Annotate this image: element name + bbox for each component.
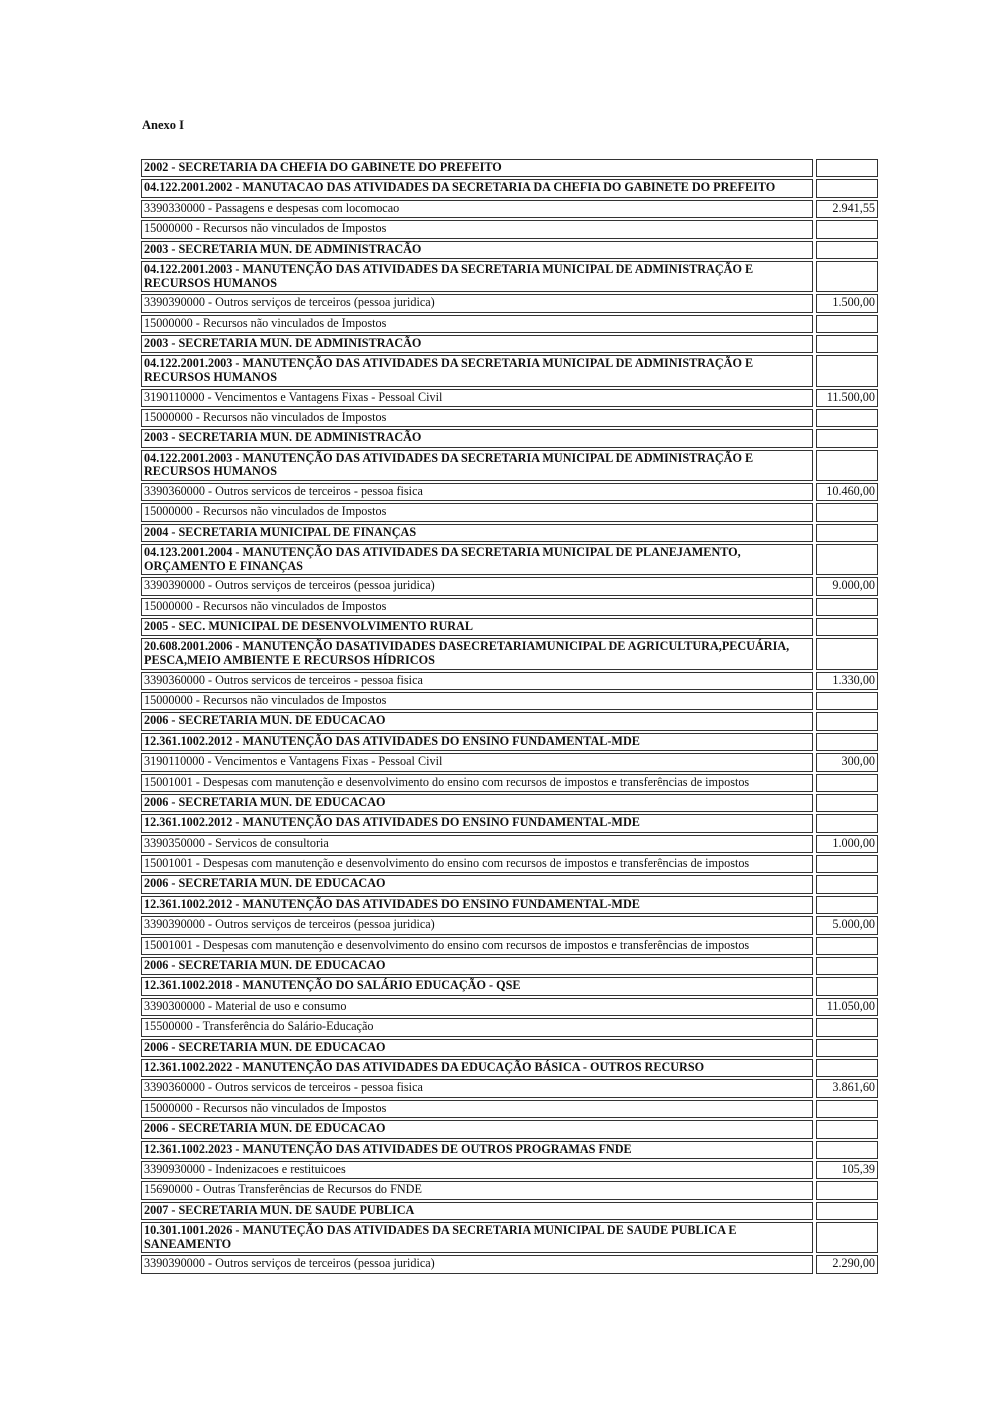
row-value — [816, 733, 878, 751]
table-row — [141, 389, 878, 407]
table-row — [141, 315, 878, 333]
row-description: 2007 - SECRETARIA MUN. DE SAUDE PUBLICA — [141, 1202, 813, 1220]
table-row — [141, 1079, 878, 1097]
table-row — [141, 409, 878, 427]
row-description: 15000000 - Recursos não vinculados de Impostos — [141, 315, 813, 333]
table-row — [141, 220, 878, 238]
row-value: 3.861,60 — [816, 1079, 878, 1097]
table-row — [141, 1059, 878, 1077]
row-value: 1.330,00 — [816, 672, 878, 690]
row-description: 3390390000 - Outros serviços de terceiros (pessoa juridica) — [141, 577, 813, 595]
row-description: 3390390000 - Outros serviços de terceiros (pessoa juridica) — [141, 1255, 813, 1273]
row-description: 04.122.2001.2002 - MANUTACAO DAS ATIVIDADES DA SECRETARIA DA CHEFIA DO GABINETE DO PREFEITO — [141, 179, 813, 197]
row-description: 2003 - SECRETARIA MUN. DE ADMINISTRACÃO — [141, 429, 813, 447]
table-row — [141, 544, 878, 575]
row-value — [816, 524, 878, 542]
row-description: 2003 - SECRETARIA MUN. DE ADMINISTRACÃO — [141, 241, 813, 259]
row-value: 9.000,00 — [816, 577, 878, 595]
row-description: 3390390000 - Outros serviços de terceiros (pessoa juridica) — [141, 916, 813, 934]
row-description: 12.361.1002.2012 - MANUTENÇÃO DAS ATIVIDADES DO ENSINO FUNDAMENTAL-MDE — [141, 896, 813, 914]
row-description: 15000000 - Recursos não vinculados de Impostos — [141, 220, 813, 238]
row-value: 2.290,00 — [816, 1255, 878, 1273]
table-row — [141, 524, 878, 542]
table-row — [141, 977, 878, 995]
row-value — [816, 794, 878, 812]
row-description: 04.122.2001.2003 - MANUTENÇÃO DAS ATIVIDADES DA SECRETARIA MUNICIPAL DE ADMINISTRAÇÃO E RECURSOS HUMANOS — [141, 450, 813, 481]
table-row — [141, 774, 878, 792]
row-value — [816, 692, 878, 710]
row-description: 04.123.2001.2004 - MANUTENÇÃO DAS ATIVIDADES DA SECRETARIA MUNICIPAL DE PLANEJAMENTO, ORÇAMENTO E FINANÇAS — [141, 544, 813, 575]
row-description: 3390360000 - Outros servicos de terceiros - pessoa fisica — [141, 483, 813, 501]
row-description: 2002 - SECRETARIA DA CHEFIA DO GABINETE DO PREFEITO — [141, 159, 813, 177]
row-value — [816, 355, 878, 386]
table-row — [141, 1100, 878, 1118]
row-description: 15690000 - Outras Transferências de Recursos do FNDE — [141, 1181, 813, 1199]
table-row — [141, 1181, 878, 1199]
row-description: 3390360000 - Outros servicos de terceiros - pessoa fisica — [141, 672, 813, 690]
row-value — [816, 429, 878, 447]
row-description: 2006 - SECRETARIA MUN. DE EDUCACAO — [141, 1039, 813, 1057]
row-description: 15000000 - Recursos não vinculados de Impostos — [141, 598, 813, 616]
table-row — [141, 1039, 878, 1057]
table-row — [141, 794, 878, 812]
row-value — [816, 855, 878, 873]
row-value: 11.500,00 — [816, 389, 878, 407]
budget-table — [141, 159, 878, 1276]
row-description: 3390300000 - Material de uso e consumo — [141, 998, 813, 1016]
row-description: 3390360000 - Outros servicos de terceiros - pessoa fisica — [141, 1079, 813, 1097]
table-row — [141, 875, 878, 893]
row-description: 3390930000 - Indenizacoes e restituicoes — [141, 1161, 813, 1179]
row-value — [816, 159, 878, 177]
table-row — [141, 998, 878, 1016]
table-row — [141, 1255, 878, 1273]
table-row — [141, 577, 878, 595]
row-value — [816, 241, 878, 259]
table-row — [141, 179, 878, 197]
table-row — [141, 294, 878, 312]
row-value — [816, 977, 878, 995]
row-value — [816, 335, 878, 353]
row-value — [816, 957, 878, 975]
row-description: 2003 - SECRETARIA MUN. DE ADMINISTRACÃO — [141, 335, 813, 353]
row-description: 15001001 - Despesas com manutenção e desenvolvimento do ensino com recursos de impostos e transferências de impostos — [141, 774, 813, 792]
row-description: 2006 - SECRETARIA MUN. DE EDUCACAO — [141, 794, 813, 812]
row-description: 2006 - SECRETARIA MUN. DE EDUCACAO — [141, 957, 813, 975]
table-row — [141, 916, 878, 934]
row-description: 2004 - SECRETARIA MUNICIPAL DE FINANÇAS — [141, 524, 813, 542]
row-value — [816, 1141, 878, 1159]
table-row — [141, 429, 878, 447]
row-value — [816, 1059, 878, 1077]
row-value — [816, 1181, 878, 1199]
row-description: 3390330000 - Passagens e despesas com locomocao — [141, 200, 813, 218]
row-value — [816, 598, 878, 616]
table-row — [141, 692, 878, 710]
row-description: 04.122.2001.2003 - MANUTENÇÃO DAS ATIVIDADES DA SECRETARIA MUNICIPAL DE ADMINISTRAÇÃO E RECURSOS HUMANOS — [141, 355, 813, 386]
row-value — [816, 1018, 878, 1036]
table-row — [141, 1202, 878, 1220]
table-row — [141, 335, 878, 353]
row-description: 3390390000 - Outros serviços de terceiros (pessoa juridica) — [141, 294, 813, 312]
row-description: 3390350000 - Servicos de consultoria — [141, 835, 813, 853]
row-description: 2005 - SEC. MUNICIPAL DE DESENVOLVIMENTO RURAL — [141, 618, 813, 636]
table-row — [141, 355, 878, 386]
row-value — [816, 409, 878, 427]
table-row — [141, 1161, 878, 1179]
row-description: 15000000 - Recursos não vinculados de Impostos — [141, 692, 813, 710]
row-description: 20.608.2001.2006 - MANUTENÇÃO DASATIVIDADES DASECRETARIAMUNICIPAL DE AGRICULTURA,PECUÁRIA, PESCA,MEIO AMBIENTE E RECURSOS HÍDRICOS — [141, 638, 813, 669]
row-description: 15000000 - Recursos não vinculados de Impostos — [141, 1100, 813, 1118]
row-description: 12.361.1002.2018 - MANUTENÇÃO DO SALÁRIO EDUCAÇÃO - QSE — [141, 977, 813, 995]
row-description: 12.361.1002.2023 - MANUTENÇÃO DAS ATIVIDADES DE OUTROS PROGRAMAS FNDE — [141, 1141, 813, 1159]
row-value — [816, 315, 878, 333]
table-row — [141, 618, 878, 636]
row-value — [816, 875, 878, 893]
table-row — [141, 937, 878, 955]
row-value — [816, 544, 878, 575]
row-value — [816, 1202, 878, 1220]
table-row — [141, 483, 878, 501]
table-row — [141, 638, 878, 669]
row-description: 2006 - SECRETARIA MUN. DE EDUCACAO — [141, 712, 813, 730]
row-description: 15000000 - Recursos não vinculados de Impostos — [141, 409, 813, 427]
table-row — [141, 835, 878, 853]
row-description: 2006 - SECRETARIA MUN. DE EDUCACAO — [141, 1120, 813, 1138]
row-value — [816, 638, 878, 669]
row-value — [816, 896, 878, 914]
row-value — [816, 1100, 878, 1118]
row-description: 12.361.1002.2022 - MANUTENÇÃO DAS ATIVIDADES DA EDUCAÇÃO BÁSICA - OUTROS RECURSO — [141, 1059, 813, 1077]
row-description: 3190110000 - Vencimentos e Vantagens Fixas - Pessoal Civil — [141, 753, 813, 771]
row-value — [816, 814, 878, 832]
row-description: 15500000 - Transferência do Salário-Educação — [141, 1018, 813, 1036]
row-value — [816, 618, 878, 636]
row-value: 300,00 — [816, 753, 878, 771]
row-value: 105,39 — [816, 1161, 878, 1179]
table-row — [141, 753, 878, 771]
row-value — [816, 774, 878, 792]
row-value: 2.941,55 — [816, 200, 878, 218]
row-value — [816, 1039, 878, 1057]
table-row — [141, 733, 878, 751]
table-row — [141, 1222, 878, 1253]
table-row — [141, 814, 878, 832]
table-row — [141, 200, 878, 218]
row-value: 10.460,00 — [816, 483, 878, 501]
row-value: 1.500,00 — [816, 294, 878, 312]
table-row — [141, 503, 878, 521]
row-value — [816, 261, 878, 292]
row-value — [816, 179, 878, 197]
table-row — [141, 1141, 878, 1159]
table-row — [141, 957, 878, 975]
row-description: 04.122.2001.2003 - MANUTENÇÃO DAS ATIVIDADES DA SECRETARIA MUNICIPAL DE ADMINISTRAÇÃO E RECURSOS HUMANOS — [141, 261, 813, 292]
table-row — [141, 896, 878, 914]
table-row — [141, 159, 878, 177]
row-value — [816, 450, 878, 481]
table-row — [141, 450, 878, 481]
row-description: 2006 - SECRETARIA MUN. DE EDUCACAO — [141, 875, 813, 893]
table-row — [141, 241, 878, 259]
row-description: 15001001 - Despesas com manutenção e desenvolvimento do ensino com recursos de impostos e transferências de impostos — [141, 855, 813, 873]
row-value — [816, 712, 878, 730]
row-value — [816, 937, 878, 955]
row-value: 5.000,00 — [816, 916, 878, 934]
table-row — [141, 712, 878, 730]
row-description: 15001001 - Despesas com manutenção e desenvolvimento do ensino com recursos de impostos e transferências de impostos — [141, 937, 813, 955]
page-title: Anexo I — [142, 118, 185, 132]
row-value: 1.000,00 — [816, 835, 878, 853]
table-row — [141, 1120, 878, 1138]
row-description: 12.361.1002.2012 - MANUTENÇÃO DAS ATIVIDADES DO ENSINO FUNDAMENTAL-MDE — [141, 814, 813, 832]
table-row — [141, 598, 878, 616]
row-value — [816, 1120, 878, 1138]
row-description: 15000000 - Recursos não vinculados de Impostos — [141, 503, 813, 521]
row-value — [816, 503, 878, 521]
table-row — [141, 261, 878, 292]
row-description: 3190110000 - Vencimentos e Vantagens Fixas - Pessoal Civil — [141, 389, 813, 407]
table-row — [141, 1018, 878, 1036]
row-value — [816, 220, 878, 238]
table-row — [141, 855, 878, 873]
row-description: 10.301.1001.2026 - MANUTEÇÃO DAS ATIVIDADES DA SECRETARIA MUNICIPAL DE SAUDE PUBLICA E SANEAMENTO — [141, 1222, 813, 1253]
row-value — [816, 1222, 878, 1253]
table-row — [141, 672, 878, 690]
row-description: 12.361.1002.2012 - MANUTENÇÃO DAS ATIVIDADES DO ENSINO FUNDAMENTAL-MDE — [141, 733, 813, 751]
row-value: 11.050,00 — [816, 998, 878, 1016]
